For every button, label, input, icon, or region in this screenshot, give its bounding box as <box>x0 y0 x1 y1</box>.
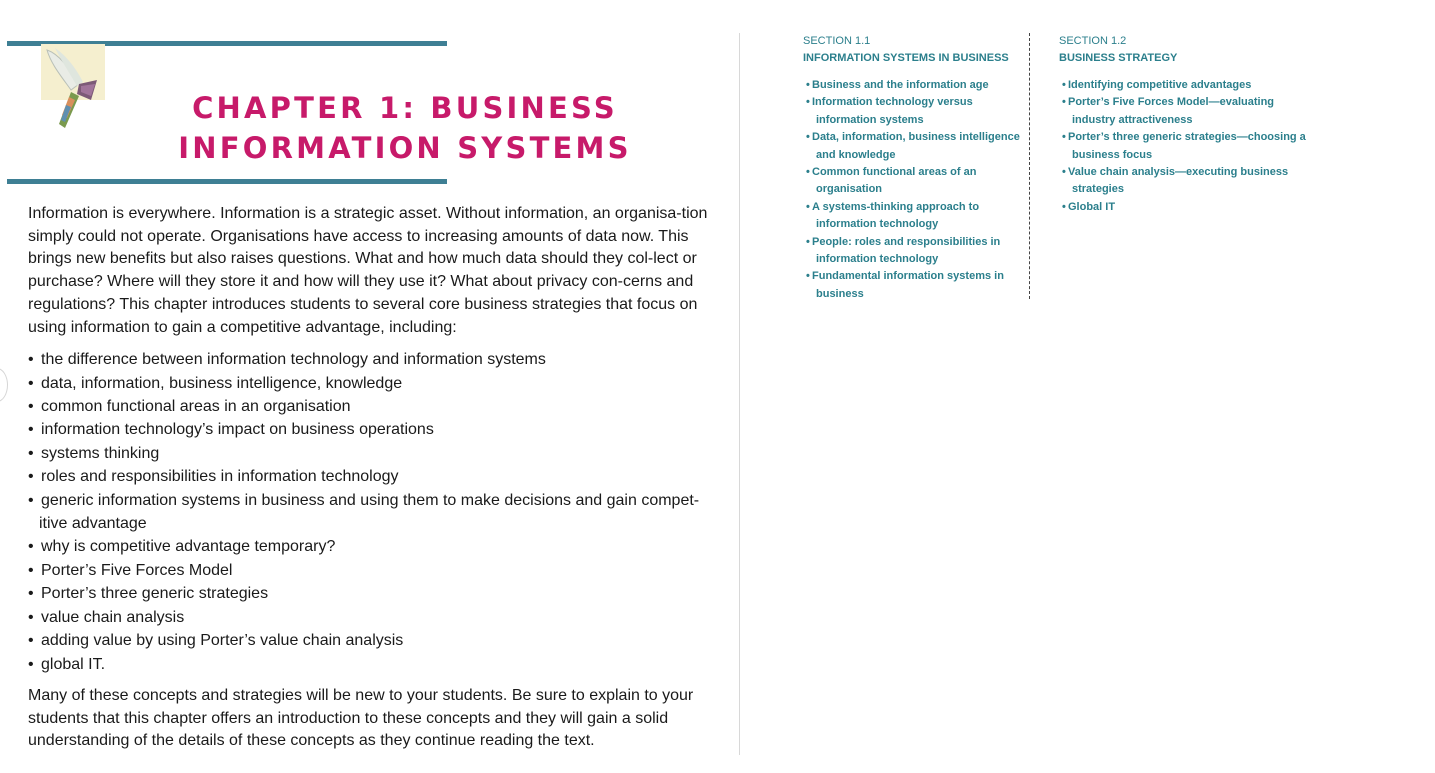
closing-paragraph: Many of these concepts and strategies will be new to your students. Be sure to explain to your students that this chapter offers an introduction to these concepts and they will gain a solid understanding of the details of these concepts as they continue reading the text. <box>28 686 694 750</box>
chapter-overview <box>28 203 718 753</box>
section-1-2 <box>1059 34 1309 216</box>
page-divider <box>739 33 740 755</box>
section-title: INFORMATION SYSTEMS IN BUSINESS <box>803 52 1009 64</box>
section-number: SECTION 1.2 <box>1059 35 1127 47</box>
topic-item-line-1: generic information systems in business and using them to make decisions and gain compet- <box>41 491 700 509</box>
topic-item: • Porter’s Five Forces Model <box>28 559 718 582</box>
section-topic: • Data, information, business intelligence and knowledge <box>800 129 1023 164</box>
topic-item: • systems thinking <box>28 442 718 465</box>
topic-item: • Porter’s three generic strategies <box>28 582 718 605</box>
section-topic: • Common functional areas of an organisation <box>800 164 1023 199</box>
feather-quill-icon <box>41 44 105 128</box>
chapter-title-line-1: CHAPTER 1: BUSINESS <box>192 91 618 125</box>
topic-item: • adding value by using Porter’s value chain analysis <box>28 629 718 652</box>
section-topic: • Information technology versus information systems <box>800 94 1023 129</box>
section-topic: • People: roles and responsibilities in information technology <box>800 234 1023 269</box>
topic-item: • information technology’s impact on business operations <box>28 418 718 441</box>
section-topic: • Value chain analysis—executing business strategies <box>1056 164 1309 199</box>
topic-item-line-2: itive advantage <box>39 515 147 533</box>
topic-item <box>28 489 718 536</box>
chapter-title <box>150 88 660 168</box>
section-topic: • Business and the information age <box>800 77 1023 94</box>
section-number: SECTION 1.1 <box>803 35 871 47</box>
topic-item: • common functional areas in an organisation <box>28 395 718 418</box>
topic-item: • global IT. <box>28 653 718 676</box>
section-topic-list <box>803 77 1023 303</box>
topic-item: • the difference between information technology and information systems <box>28 348 718 371</box>
section-topic: • Global IT <box>1056 199 1309 216</box>
section-topic: • Porter’s three generic strategies—choosing a business focus <box>1056 129 1309 164</box>
section-topic: • Porter’s Five Forces Model—evaluating industry attractiveness <box>1056 94 1309 129</box>
section-title: BUSINESS STRATEGY <box>1059 52 1178 64</box>
title-rule-bottom <box>7 179 447 184</box>
topic-item: • why is competitive advantage temporary? <box>28 535 718 558</box>
section-topic: • Fundamental information systems in business <box>800 268 1023 303</box>
topic-item: • value chain analysis <box>28 606 718 629</box>
page-edge-scroll-handle[interactable] <box>0 368 8 402</box>
intro-paragraph: Information is everywhere. Information is a strategic asset. Without information, an organisa-tion simply could not operate. Organisations have access to increasing amounts of data now. This brings new benefits but also raises questions. What and how much data should they col-lect or purchase? Where will they store it and how will they use it? What about privacy con-cerns and regulations? This chapter introduces students to several core business strategies that focus on using information to gain a competitive advantage, including: <box>28 205 708 336</box>
topic-item: • roles and responsibilities in information technology <box>28 465 718 488</box>
section-topic: • Identifying competitive advantages <box>1056 77 1309 94</box>
section-topic: • A systems-thinking approach to information technology <box>800 199 1023 234</box>
topic-item: • data, information, business intelligence, knowledge <box>28 372 718 395</box>
section-1-1 <box>803 34 1023 303</box>
chapter-title-line-2: INFORMATION SYSTEMS <box>178 131 632 165</box>
section-topic-list <box>1059 77 1309 216</box>
section-divider <box>1029 33 1030 299</box>
topic-list <box>28 348 718 676</box>
